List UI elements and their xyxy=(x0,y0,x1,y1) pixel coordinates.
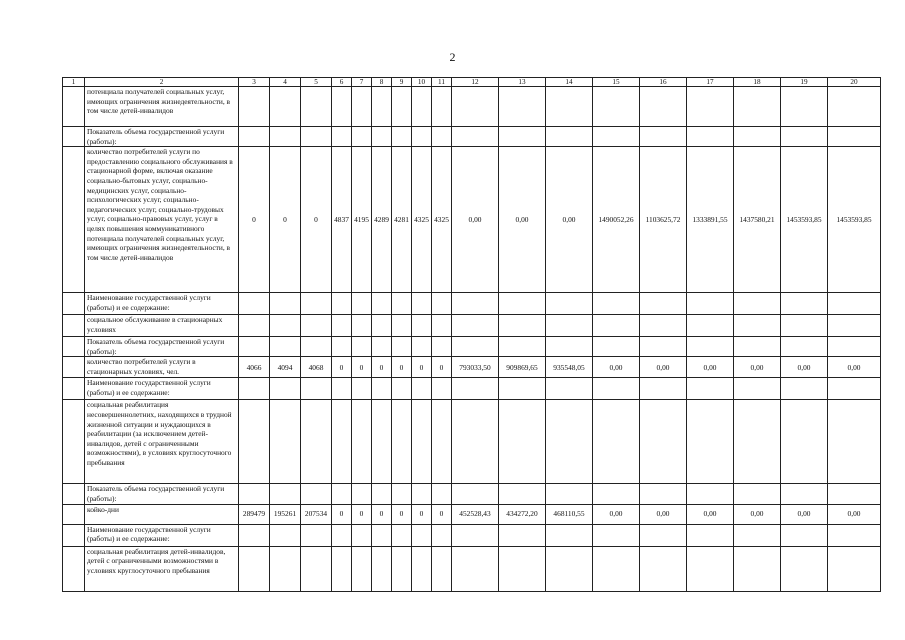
column-number-17: 17 xyxy=(687,78,734,87)
value-cell xyxy=(301,337,332,357)
value-cell: 0,00 xyxy=(593,357,640,378)
value-cell xyxy=(372,127,392,147)
value-cell xyxy=(546,484,593,504)
value-cell xyxy=(270,127,301,147)
value-cell xyxy=(640,337,687,357)
row-index-cell xyxy=(63,87,85,127)
value-cell: 1103625,72 xyxy=(640,147,687,293)
value-cell: 0,00 xyxy=(687,504,734,524)
value-cell xyxy=(734,87,781,127)
value-cell xyxy=(546,315,593,337)
value-cell xyxy=(499,87,546,127)
value-cell: 1490052,26 xyxy=(593,147,640,293)
value-cell: 0 xyxy=(332,357,352,378)
column-number-16: 16 xyxy=(640,78,687,87)
value-cell xyxy=(499,484,546,504)
value-cell xyxy=(372,337,392,357)
value-cell: 0,00 xyxy=(734,357,781,378)
column-number-5: 5 xyxy=(301,78,332,87)
value-cell xyxy=(432,293,452,315)
value-cell: 468110,55 xyxy=(546,504,593,524)
column-number-14: 14 xyxy=(546,78,593,87)
value-cell xyxy=(352,484,372,504)
column-number-3: 3 xyxy=(239,78,270,87)
table-row xyxy=(63,87,881,127)
value-cell xyxy=(452,546,499,591)
value-cell xyxy=(352,378,372,400)
value-cell xyxy=(372,315,392,337)
value-cell xyxy=(640,127,687,147)
value-cell: 0 xyxy=(412,357,432,378)
value-cell xyxy=(499,315,546,337)
value-cell xyxy=(828,87,881,127)
value-cell xyxy=(239,484,270,504)
value-cell xyxy=(546,87,593,127)
value-cell xyxy=(640,546,687,591)
column-number-9: 9 xyxy=(392,78,412,87)
row-index-cell xyxy=(63,524,85,546)
table-row xyxy=(63,504,881,524)
value-cell xyxy=(352,293,372,315)
value-cell xyxy=(734,546,781,591)
value-cell xyxy=(640,315,687,337)
value-cell xyxy=(239,400,270,484)
row-label: Показатель объема государственной услуги (работы): xyxy=(85,127,239,147)
value-cell xyxy=(452,378,499,400)
value-cell xyxy=(332,484,352,504)
value-cell xyxy=(332,400,352,484)
row-label: количество потребителей услуги в стационарных условиях, чел. xyxy=(85,357,239,378)
value-cell xyxy=(499,400,546,484)
value-cell xyxy=(352,87,372,127)
value-cell xyxy=(640,87,687,127)
value-cell xyxy=(392,293,412,315)
column-number-6: 6 xyxy=(332,78,352,87)
value-cell xyxy=(734,337,781,357)
value-cell xyxy=(239,546,270,591)
table-row xyxy=(63,337,881,357)
value-cell xyxy=(687,378,734,400)
value-cell xyxy=(781,400,828,484)
value-cell xyxy=(270,484,301,504)
value-cell xyxy=(687,127,734,147)
value-cell: 4068 xyxy=(301,357,332,378)
value-cell: 4195 xyxy=(352,147,372,293)
table-row xyxy=(63,378,881,400)
value-cell: 4289 xyxy=(372,147,392,293)
value-cell xyxy=(499,293,546,315)
table-row xyxy=(63,400,881,484)
value-cell xyxy=(372,484,392,504)
value-cell xyxy=(828,293,881,315)
value-cell xyxy=(828,337,881,357)
value-cell xyxy=(499,546,546,591)
value-cell xyxy=(239,315,270,337)
value-cell: 0 xyxy=(332,504,352,524)
value-cell xyxy=(452,293,499,315)
value-cell xyxy=(432,337,452,357)
value-cell xyxy=(452,524,499,546)
value-cell xyxy=(734,127,781,147)
value-cell xyxy=(412,484,432,504)
value-cell: 4837 xyxy=(332,147,352,293)
value-cell xyxy=(781,87,828,127)
value-cell: 0,00 xyxy=(452,147,499,293)
value-cell xyxy=(392,337,412,357)
value-cell xyxy=(593,378,640,400)
value-cell xyxy=(412,337,432,357)
value-cell: 195261 xyxy=(270,504,301,524)
value-cell xyxy=(687,87,734,127)
table-row xyxy=(63,357,881,378)
value-cell: 909869,65 xyxy=(499,357,546,378)
value-cell xyxy=(781,546,828,591)
value-cell xyxy=(301,87,332,127)
value-cell xyxy=(332,337,352,357)
value-cell xyxy=(499,378,546,400)
value-cell xyxy=(372,546,392,591)
column-number-8: 8 xyxy=(372,78,392,87)
row-index-cell xyxy=(63,315,85,337)
value-cell: 4066 xyxy=(239,357,270,378)
value-cell xyxy=(432,524,452,546)
value-cell xyxy=(412,524,432,546)
value-cell xyxy=(593,315,640,337)
value-cell: 0 xyxy=(432,357,452,378)
value-cell: 0 xyxy=(372,357,392,378)
value-cell: 0,00 xyxy=(687,357,734,378)
budget-table xyxy=(62,77,881,592)
value-cell: 0,00 xyxy=(640,357,687,378)
value-cell xyxy=(239,127,270,147)
value-cell xyxy=(452,337,499,357)
value-cell: 0,00 xyxy=(828,504,881,524)
value-cell xyxy=(546,337,593,357)
value-cell xyxy=(412,546,432,591)
value-cell xyxy=(412,315,432,337)
column-number-2: 2 xyxy=(85,78,239,87)
column-number-18: 18 xyxy=(734,78,781,87)
column-number-1: 1 xyxy=(63,78,85,87)
value-cell xyxy=(452,87,499,127)
column-header-row xyxy=(63,78,881,87)
table-row xyxy=(63,484,881,504)
value-cell: 434272,20 xyxy=(499,504,546,524)
value-cell xyxy=(372,524,392,546)
value-cell xyxy=(301,524,332,546)
row-label: социальная реабилитация несовершеннолетних, находящихся в трудной жизненной ситуации и нуждающихся в реабилитации (за исключением детей-инвалидов, детей с ограниченными возможностями), в условиях круглосуточного пребывания xyxy=(85,400,239,484)
value-cell: 4281 xyxy=(392,147,412,293)
value-cell xyxy=(352,546,372,591)
value-cell xyxy=(332,293,352,315)
value-cell xyxy=(239,293,270,315)
table-row xyxy=(63,315,881,337)
value-cell xyxy=(593,293,640,315)
row-label: количество потребителей услуги по предоставлению социального обслуживания в стационарной форме, включая оказание социально-бытовых услуг, социально-медицинских услуг, социально-психологических услуг, социально-педагогических услуг, социально-трудовых услуг, социально-правовых услуг, услуг в целях повышения коммуникативного потенциала получателей социальных услуг, имеющих ограничения жизнедеятельности, в том числе детей-инвалидов xyxy=(85,147,239,293)
row-index-cell xyxy=(63,337,85,357)
row-index-cell xyxy=(63,378,85,400)
value-cell xyxy=(687,546,734,591)
value-cell: 0 xyxy=(432,504,452,524)
row-label: социальная реабилитация детей-инвалидов, детей с ограниченными возможностями в условиях круглосуточного пребывания xyxy=(85,546,239,591)
value-cell: 0 xyxy=(412,504,432,524)
value-cell xyxy=(352,524,372,546)
row-index-cell xyxy=(63,400,85,484)
value-cell xyxy=(734,400,781,484)
value-cell xyxy=(372,378,392,400)
value-cell xyxy=(432,400,452,484)
value-cell xyxy=(781,293,828,315)
value-cell xyxy=(412,400,432,484)
value-cell xyxy=(781,484,828,504)
value-cell: 793033,50 xyxy=(452,357,499,378)
value-cell xyxy=(452,127,499,147)
value-cell xyxy=(546,524,593,546)
column-number-10: 10 xyxy=(412,78,432,87)
row-label: Наименование государственной услуги (работы) и ее содержание: xyxy=(85,293,239,315)
value-cell: 0,00 xyxy=(781,504,828,524)
value-cell xyxy=(734,293,781,315)
table-row xyxy=(63,127,881,147)
value-cell xyxy=(332,378,352,400)
value-cell xyxy=(781,524,828,546)
value-cell xyxy=(432,484,452,504)
value-cell: 452528,43 xyxy=(452,504,499,524)
value-cell: 0,00 xyxy=(828,357,881,378)
row-index-cell xyxy=(63,357,85,378)
value-cell xyxy=(301,484,332,504)
value-cell: 0,00 xyxy=(781,357,828,378)
value-cell: 1453593,85 xyxy=(828,147,881,293)
value-cell xyxy=(392,315,412,337)
page-number: 2 xyxy=(449,50,456,64)
value-cell xyxy=(412,378,432,400)
value-cell xyxy=(828,524,881,546)
value-cell: 0,00 xyxy=(734,504,781,524)
value-cell: 1333891,55 xyxy=(687,147,734,293)
value-cell xyxy=(432,315,452,337)
column-number-7: 7 xyxy=(352,78,372,87)
row-label: койко-дни xyxy=(85,504,239,524)
value-cell xyxy=(270,524,301,546)
value-cell: 4325 xyxy=(412,147,432,293)
value-cell xyxy=(734,378,781,400)
value-cell xyxy=(392,87,412,127)
value-cell xyxy=(734,484,781,504)
column-number-20: 20 xyxy=(828,78,881,87)
value-cell xyxy=(432,378,452,400)
column-number-4: 4 xyxy=(270,78,301,87)
column-number-19: 19 xyxy=(781,78,828,87)
value-cell: 0 xyxy=(352,504,372,524)
value-cell xyxy=(452,484,499,504)
value-cell xyxy=(687,484,734,504)
value-cell xyxy=(687,400,734,484)
row-label: Показатель объема государственной услуги (работы): xyxy=(85,484,239,504)
value-cell xyxy=(270,87,301,127)
value-cell: 1437580,21 xyxy=(734,147,781,293)
value-cell xyxy=(332,546,352,591)
value-cell xyxy=(828,484,881,504)
value-cell xyxy=(332,524,352,546)
value-cell: 0,00 xyxy=(640,504,687,524)
value-cell xyxy=(432,546,452,591)
value-cell: 4325 xyxy=(432,147,452,293)
value-cell xyxy=(270,293,301,315)
value-cell xyxy=(332,127,352,147)
value-cell xyxy=(392,484,412,504)
value-cell xyxy=(270,315,301,337)
value-cell xyxy=(828,400,881,484)
value-cell xyxy=(372,293,392,315)
value-cell xyxy=(239,524,270,546)
value-cell xyxy=(270,400,301,484)
value-cell xyxy=(352,315,372,337)
row-label: социальное обслуживание в стационарных условиях xyxy=(85,315,239,337)
value-cell xyxy=(499,127,546,147)
table-row xyxy=(63,147,881,293)
value-cell xyxy=(352,127,372,147)
value-cell xyxy=(270,378,301,400)
value-cell xyxy=(301,400,332,484)
table-row xyxy=(63,546,881,591)
value-cell xyxy=(270,546,301,591)
value-cell xyxy=(372,87,392,127)
value-cell xyxy=(452,400,499,484)
value-cell xyxy=(828,378,881,400)
value-cell xyxy=(452,315,499,337)
value-cell xyxy=(640,293,687,315)
value-cell xyxy=(499,337,546,357)
column-number-12: 12 xyxy=(452,78,499,87)
value-cell xyxy=(432,127,452,147)
value-cell: 207534 xyxy=(301,504,332,524)
value-cell xyxy=(593,400,640,484)
value-cell xyxy=(734,315,781,337)
value-cell xyxy=(392,524,412,546)
value-cell xyxy=(734,524,781,546)
value-cell xyxy=(352,400,372,484)
value-cell: 0 xyxy=(392,504,412,524)
row-label: Показатель объема государственной услуги (работы): xyxy=(85,337,239,357)
value-cell xyxy=(392,400,412,484)
column-number-13: 13 xyxy=(499,78,546,87)
value-cell xyxy=(546,546,593,591)
row-index-cell xyxy=(63,127,85,147)
value-cell xyxy=(546,378,593,400)
value-cell xyxy=(546,293,593,315)
row-index-cell xyxy=(63,504,85,524)
value-cell xyxy=(828,315,881,337)
value-cell xyxy=(239,87,270,127)
value-cell xyxy=(546,127,593,147)
column-number-15: 15 xyxy=(593,78,640,87)
value-cell xyxy=(546,400,593,484)
value-cell xyxy=(593,546,640,591)
value-cell xyxy=(372,400,392,484)
value-cell xyxy=(270,337,301,357)
value-cell xyxy=(640,524,687,546)
value-cell: 289479 xyxy=(239,504,270,524)
value-cell: 0,00 xyxy=(593,504,640,524)
value-cell: 0 xyxy=(372,504,392,524)
value-cell: 1453593,85 xyxy=(781,147,828,293)
row-index-cell xyxy=(63,147,85,293)
row-label: Наименование государственной услуги (работы) и ее содержание: xyxy=(85,378,239,400)
value-cell xyxy=(392,378,412,400)
value-cell: 0 xyxy=(270,147,301,293)
value-cell xyxy=(412,293,432,315)
row-index-cell xyxy=(63,484,85,504)
value-cell xyxy=(499,524,546,546)
value-cell: 4094 xyxy=(270,357,301,378)
value-cell xyxy=(640,484,687,504)
value-cell xyxy=(332,87,352,127)
row-index-cell xyxy=(63,546,85,591)
value-cell xyxy=(593,127,640,147)
value-cell xyxy=(239,378,270,400)
value-cell xyxy=(828,546,881,591)
value-cell xyxy=(332,315,352,337)
value-cell: 0,00 xyxy=(499,147,546,293)
column-number-11: 11 xyxy=(432,78,452,87)
value-cell xyxy=(687,337,734,357)
value-cell xyxy=(828,127,881,147)
value-cell xyxy=(392,127,412,147)
value-cell: 0,00 xyxy=(546,147,593,293)
value-cell xyxy=(593,484,640,504)
table-row xyxy=(63,293,881,315)
value-cell: 935548,05 xyxy=(546,357,593,378)
value-cell xyxy=(781,337,828,357)
value-cell xyxy=(593,337,640,357)
value-cell xyxy=(301,293,332,315)
value-cell: 0 xyxy=(392,357,412,378)
value-cell xyxy=(301,378,332,400)
value-cell xyxy=(593,524,640,546)
value-cell xyxy=(593,87,640,127)
value-cell xyxy=(687,524,734,546)
value-cell xyxy=(640,400,687,484)
value-cell xyxy=(781,127,828,147)
value-cell xyxy=(301,315,332,337)
row-label: Наименование государственной услуги (работы) и ее содержание: xyxy=(85,524,239,546)
value-cell xyxy=(781,315,828,337)
value-cell xyxy=(301,127,332,147)
value-cell xyxy=(781,378,828,400)
value-cell xyxy=(687,293,734,315)
value-cell: 0 xyxy=(239,147,270,293)
value-cell xyxy=(352,337,372,357)
value-cell xyxy=(687,315,734,337)
row-index-cell xyxy=(63,293,85,315)
value-cell xyxy=(239,337,270,357)
value-cell xyxy=(640,378,687,400)
table-row xyxy=(63,524,881,546)
row-label: потенциала получателей социальных услуг, имеющих ограничения жизнедеятельности, в том числе детей-инвалидов xyxy=(85,87,239,127)
value-cell xyxy=(301,546,332,591)
value-cell: 0 xyxy=(352,357,372,378)
value-cell xyxy=(412,127,432,147)
value-cell: 0 xyxy=(301,147,332,293)
value-cell xyxy=(432,87,452,127)
value-cell xyxy=(392,546,412,591)
value-cell xyxy=(412,87,432,127)
